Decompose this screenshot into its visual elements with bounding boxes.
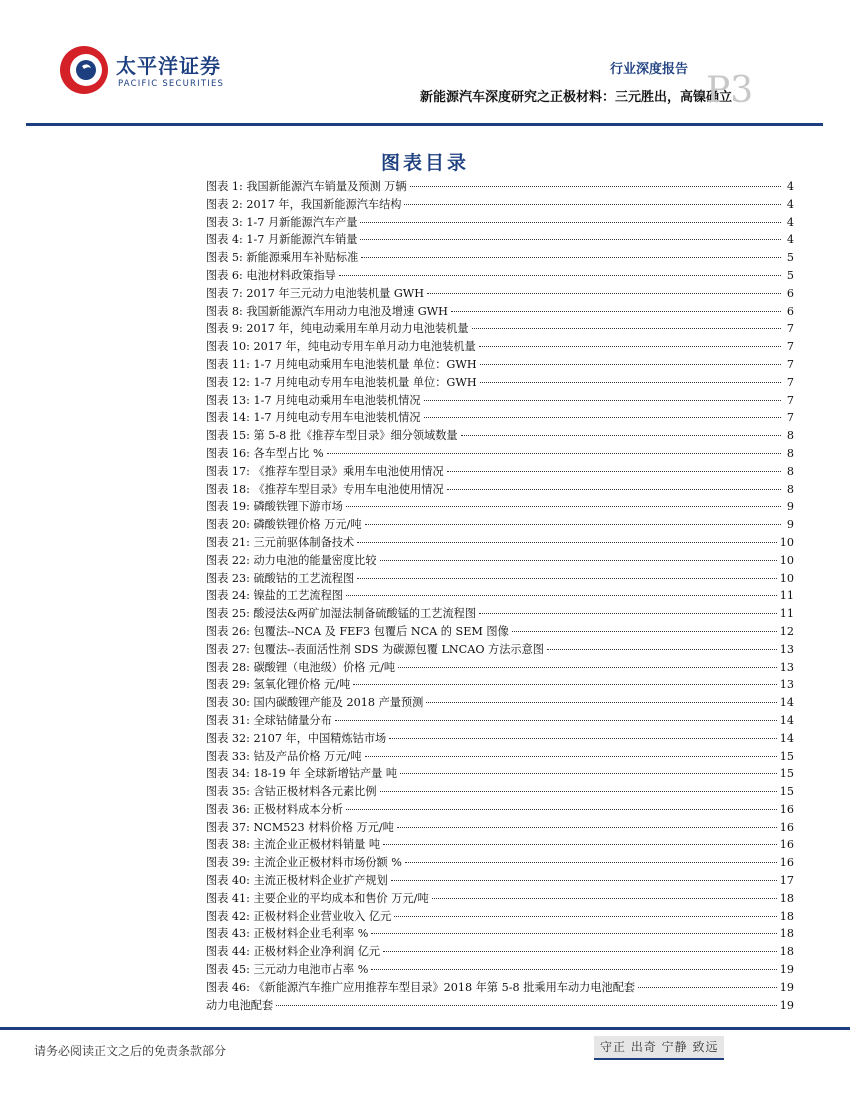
toc-entry-page: 8 (786, 464, 794, 478)
toc-entry-label: 图表 44: 正极材料企业净利润 亿元 (206, 945, 381, 959)
toc-entry[interactable] (206, 267, 794, 285)
toc-entry-page: 19 (779, 998, 794, 1012)
toc-entry[interactable] (206, 659, 794, 677)
toc-entry-label: 图表 29: 氢氧化锂价格 元/吨 (206, 678, 351, 692)
toc-entry-label: 图表 36: 正极材料成本分析 (206, 802, 343, 816)
toc-entry-label: 图表 26: 包覆法--NCA 及 FEF3 包覆后 NCA 的 SEM 图像 (206, 624, 509, 638)
toc-entry[interactable] (206, 392, 794, 410)
toc-entry[interactable] (206, 338, 794, 356)
toc-entry[interactable] (206, 498, 794, 516)
toc-leader-dots (479, 612, 777, 614)
toc-entry[interactable] (206, 587, 794, 605)
toc-leader-dots (394, 915, 776, 917)
toc-entry-label: 图表 30: 国内碳酸锂产能及 2018 产量预测 (206, 696, 424, 710)
toc-entry-label: 图表 19: 磷酸铁锂下游市场 (206, 500, 343, 514)
toc-leader-dots (353, 683, 776, 685)
toc-entry-page: 14 (779, 696, 794, 710)
page-number: P3 (706, 70, 754, 111)
toc-entry[interactable] (206, 641, 794, 659)
toc-entry-page: 7 (786, 357, 794, 371)
toc-entry-page: 13 (779, 678, 794, 692)
toc-entry-label: 图表 2: 2017 年，我国新能源汽车结构 (206, 197, 402, 211)
toc-entry-label: 图表 23: 硫酸钴的工艺流程图 (206, 571, 355, 585)
toc-entry-page: 16 (779, 802, 794, 816)
toc-entry[interactable] (206, 516, 794, 534)
toc-entry-label: 图表 6: 电池材料政策指导 (206, 268, 336, 282)
toc-entry-page: 9 (786, 518, 794, 532)
toc-entry-page: 13 (779, 660, 794, 674)
disclaimer-note: 请务必阅读正文之后的免责条款部分 (34, 1044, 227, 1058)
toc-entry-label: 图表 7: 2017 年三元动力电池装机量 GWH (206, 286, 425, 300)
toc-entry[interactable] (206, 196, 794, 214)
toc-entry-label: 图表 40: 主流正极材料企业扩产规划 (206, 874, 388, 888)
toc-entry[interactable] (206, 356, 794, 374)
toc-entry-label: 图表 45: 三元动力电池市占率 % (206, 963, 369, 977)
toc-leader-dots (426, 701, 776, 703)
toc-leader-dots (451, 310, 781, 312)
toc-entry-page: 19 (779, 963, 794, 977)
toc-entry-label: 图表 27: 包覆法--表面活性剂 SDS 为碳源包覆 LNCAO 方法示意图 (206, 642, 544, 656)
toc-entry-page: 5 (786, 268, 794, 282)
toc-entry[interactable] (206, 231, 794, 249)
toc-entry-label: 图表 33: 钴及产品价格 万元/吨 (206, 749, 362, 763)
toc-leader-dots (447, 488, 781, 490)
toc-entry-page: 15 (779, 785, 794, 799)
toc-entry-label: 图表 28: 碳酸锂（电池级）价格 元/吨 (206, 660, 396, 674)
toc-entry-page: 14 (779, 731, 794, 745)
toc-entry-page: 15 (779, 767, 794, 781)
toc-leader-dots (479, 345, 781, 347)
toc-entry-label: 图表 38: 主流企业正极材料销量 吨 (206, 838, 381, 852)
toc-entry-label: 图表 4: 1-7 月新能源汽车销量 (206, 233, 358, 247)
toc-leader-dots (472, 327, 781, 329)
toc-entry-page: 18 (779, 909, 794, 923)
toc-leader-dots (380, 790, 777, 792)
toc-entry-label: 图表 9: 2017 年，纯电动乘用车单月动力电池装机量 (206, 322, 469, 336)
toc-entry-label: 图表 22: 动力电池的能量密度比较 (206, 553, 377, 567)
toc-leader-dots (383, 843, 777, 845)
footer-divider (0, 1027, 850, 1030)
toc-entry-page: 7 (786, 411, 794, 425)
toc-entry-page: 11 (779, 589, 794, 603)
toc-leader-dots (327, 452, 781, 454)
toc-leader-dots (480, 381, 781, 383)
toc-entry[interactable] (206, 801, 794, 819)
toc-entry-page: 16 (779, 838, 794, 852)
toc-leader-dots (346, 594, 777, 596)
toc-entry[interactable] (206, 748, 794, 766)
toc-leader-dots (427, 292, 781, 294)
toc-entry[interactable] (206, 783, 794, 801)
toc-leader-dots (360, 238, 781, 240)
toc-entry[interactable] (206, 836, 794, 854)
toc-leader-dots (447, 470, 781, 472)
toc-leader-dots (512, 630, 777, 632)
toc-entry[interactable] (206, 872, 794, 890)
toc-entry-label: 图表 21: 三元前驱体制备技术 (206, 535, 355, 549)
toc-leader-dots (357, 541, 777, 543)
toc-entry-page: 4 (786, 233, 794, 247)
toc-entry-label: 图表 42: 正极材料企业营业收入 亿元 (206, 909, 392, 923)
toc-entry-page: 7 (786, 375, 794, 389)
toc-leader-dots (480, 363, 781, 365)
toc-leader-dots (357, 577, 777, 579)
report-type-label: 行业深度报告 (609, 62, 688, 77)
toc-entry[interactable] (206, 552, 794, 570)
toc-entry-page: 10 (779, 535, 794, 549)
toc-entry-label: 图表 41: 主要企业的平均成本和售价 万元/吨 (206, 891, 429, 905)
toc-leader-dots (276, 1004, 777, 1006)
toc-entry[interactable] (206, 819, 794, 837)
toc-leader-dots (405, 861, 777, 863)
toc-entry-page: 5 (786, 251, 794, 265)
toc-entry-page: 6 (786, 286, 794, 300)
toc-entry-label: 图表 46: 《新能源汽车推广应用推荐车型目录》2018 年第 5-8 批乘用车动力电池配套 (206, 980, 636, 994)
toc-leader-dots (365, 755, 777, 757)
logo-chinese-name: 太平洋证券 (116, 54, 221, 78)
toc-entry-page: 8 (786, 482, 794, 496)
toc-entry[interactable] (206, 427, 794, 445)
toc-entry-label: 图表 12: 1-7 月纯电动专用车电池装机量 单位：GWH (206, 375, 477, 389)
toc-leader-dots (346, 808, 777, 810)
toc-entry-page: 15 (779, 749, 794, 763)
toc-leader-dots (461, 434, 781, 436)
toc-leader-dots (400, 772, 777, 774)
toc-leader-dots (365, 523, 781, 525)
report-title: 新能源汽车深度研究之正极材料：三元胜出，高镍确立 (419, 90, 732, 105)
toc-entry-page: 17 (779, 874, 794, 888)
toc-entry-label: 图表 43: 正极材料企业毛利率 % (206, 927, 369, 941)
toc-entry[interactable] (206, 374, 794, 392)
toc-entry-page: 18 (779, 945, 794, 959)
toc-entry[interactable] (206, 854, 794, 872)
toc-leader-dots (360, 221, 781, 223)
company-motto: 守正 出奇 宁静 致远 (594, 1036, 724, 1060)
toc-entry-label: 图表 20: 磷酸铁锂价格 万元/吨 (206, 518, 362, 532)
toc-entry[interactable] (206, 214, 794, 232)
toc-entry-label: 图表 24: 镍盐的工艺流程图 (206, 589, 343, 603)
toc-entry-page: 8 (786, 446, 794, 460)
toc-leader-dots (389, 737, 777, 739)
toc-entry-page: 16 (779, 820, 794, 834)
toc-entry-page: 12 (779, 624, 794, 638)
toc-entry-label: 图表 5: 新能源乘用车补贴标准 (206, 251, 359, 265)
toc-leader-dots (335, 719, 777, 721)
toc-entry-label: 图表 31: 全球钴储量分布 (206, 713, 332, 727)
toc-entry[interactable] (206, 445, 794, 463)
toc-entry-page: 10 (779, 553, 794, 567)
toc-entry-label: 图表 14: 1-7 月纯电动专用车电池装机情况 (206, 411, 421, 425)
toc-entry[interactable] (206, 178, 794, 196)
toc-entry[interactable] (206, 908, 794, 926)
toc-leader-dots (391, 879, 777, 881)
toc-entry-page: 18 (779, 891, 794, 905)
toc-entry-label: 图表 35: 含钴正极材料各元素比例 (206, 785, 377, 799)
toc-entry[interactable] (206, 979, 794, 997)
toc-entry-label: 图表 8: 我国新能源汽车用动力电池及增速 GWH (206, 304, 448, 318)
toc-leader-dots (371, 932, 776, 934)
toc-leader-dots (371, 968, 776, 970)
toc-entry[interactable] (206, 943, 794, 961)
toc-entry[interactable] (206, 730, 794, 748)
toc-entry[interactable] (206, 961, 794, 979)
toc-entry-page: 7 (786, 393, 794, 407)
toc-entry-label: 图表 25: 酸浸法&两矿加湿法制备硫酸锰的工艺流程图 (206, 607, 477, 621)
toc-entry-page: 7 (786, 340, 794, 354)
toc-leader-dots (383, 950, 777, 952)
toc-leader-dots (404, 203, 781, 205)
toc-entry[interactable] (206, 320, 794, 338)
toc-entry-label: 图表 10: 2017 年，纯电动专用车单月动力电池装机量 (206, 340, 476, 354)
toc-entry-page: 7 (786, 322, 794, 336)
toc-entry-page: 4 (786, 180, 794, 193)
toc-entry[interactable] (206, 676, 794, 694)
toc-entry-page: 18 (779, 927, 794, 941)
toc-entry-label: 图表 1: 我国新能源汽车销量及预测 万辆 (206, 180, 407, 193)
toc-entry-label: 图表 15: 第 5-8 批《推荐车型目录》细分领域数量 (206, 429, 458, 443)
toc-entry-label: 图表 3: 1-7 月新能源汽车产量 (206, 215, 358, 229)
toc-leader-dots (432, 897, 777, 899)
toc-entry-label: 图表 39: 主流企业正极材料市场份额 % (206, 856, 402, 870)
company-logo (58, 42, 258, 102)
toc-leader-dots (547, 648, 777, 650)
toc-entry-page: 11 (779, 607, 794, 621)
toc-entry-page: 10 (779, 571, 794, 585)
toc-entry-page: 9 (786, 500, 794, 514)
toc-leader-dots (424, 416, 781, 418)
toc-title: 图表目录 (380, 152, 469, 174)
toc-entry[interactable] (206, 481, 794, 499)
toc-entry-page: 6 (786, 304, 794, 318)
toc-entry[interactable] (206, 605, 794, 623)
toc-leader-dots (638, 986, 777, 988)
toc-entry-page: 16 (779, 856, 794, 870)
toc-entry-label: 图表 16: 各车型占比 % (206, 446, 324, 460)
toc-entry-label: 图表 37: NCM523 材料价格 万元/吨 (206, 820, 394, 834)
toc-entry[interactable] (206, 925, 794, 943)
toc-leader-dots (346, 505, 781, 507)
toc-leader-dots (424, 399, 781, 401)
toc-entry-label: 图表 11: 1-7 月纯电动乘用车电池装机量 单位：GWH (206, 357, 477, 371)
toc-entry-page: 8 (786, 429, 794, 443)
toc-leader-dots (398, 666, 777, 668)
toc-entry-label: 图表 18: 《推荐车型目录》专用车电池使用情况 (206, 482, 444, 496)
header-divider (26, 123, 823, 126)
table-of-figures (206, 178, 794, 1014)
toc-leader-dots (410, 185, 781, 187)
toc-leader-dots (380, 559, 777, 561)
toc-entry[interactable] (206, 570, 794, 588)
toc-entry-page: 19 (779, 980, 794, 994)
toc-leader-dots (361, 256, 781, 258)
toc-entry[interactable] (206, 249, 794, 267)
toc-entry[interactable] (206, 409, 794, 427)
toc-entry-label: 图表 13: 1-7 月纯电动乘用车电池装机情况 (206, 393, 421, 407)
toc-entry[interactable] (206, 463, 794, 481)
toc-entry[interactable] (206, 712, 794, 730)
toc-entry-label: 动力电池配套 (206, 998, 274, 1012)
toc-entry[interactable] (206, 303, 794, 321)
toc-entry[interactable] (206, 694, 794, 712)
toc-entry[interactable] (206, 534, 794, 552)
toc-leader-dots (397, 826, 777, 828)
toc-entry[interactable] (206, 623, 794, 641)
logo-english-name: PACIFIC SECURITIES (118, 79, 225, 89)
toc-entry[interactable] (206, 997, 794, 1015)
toc-entry-page: 4 (786, 197, 794, 211)
toc-entry[interactable] (206, 765, 794, 783)
toc-entry-page: 4 (786, 215, 794, 229)
toc-entry-label: 图表 17: 《推荐车型目录》乘用车电池使用情况 (206, 464, 444, 478)
toc-leader-dots (339, 274, 781, 276)
toc-entry[interactable] (206, 890, 794, 908)
toc-entry-page: 14 (779, 713, 794, 727)
toc-entry-label: 图表 34: 18-19 年 全球新增钴产量 吨 (206, 767, 398, 781)
pacific-securities-logo-icon (58, 44, 110, 96)
toc-entry-page: 13 (779, 642, 794, 656)
toc-entry-label: 图表 32: 2107 年，中国精炼钴市场 (206, 731, 387, 745)
toc-entry[interactable] (206, 285, 794, 303)
